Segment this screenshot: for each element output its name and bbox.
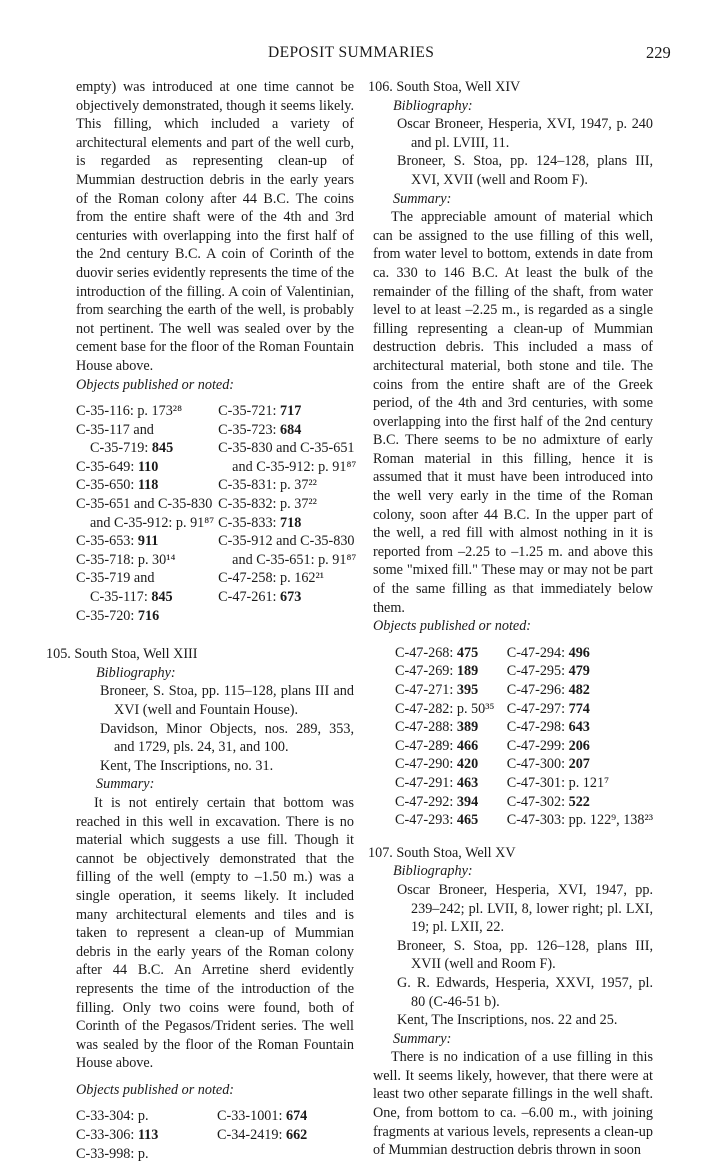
section-title: South Stoa, Well XV [396, 844, 516, 861]
object-entry: C-47-293: 465 [395, 812, 479, 829]
object-entry: C-35-117: 845 [90, 589, 173, 606]
summary-label: Summary: [393, 1030, 452, 1047]
object-entry: C-35-721: 717 [218, 403, 302, 420]
objects-col-1 [76, 402, 214, 625]
bibliography-entry: G. R. Edwards, Hesperia, XXVI, 1957, pl. 80 (C-46-51 b). [397, 974, 653, 1010]
object-entry: C-47-271: 395 [395, 682, 479, 698]
object-entry: C-35-719: 845 [90, 440, 174, 457]
object-entry: C-47-302: 522 [506, 793, 590, 810]
summary-label: Summary: [96, 776, 155, 793]
object-entry: C-47-295: 479 [506, 663, 590, 680]
object-entry: C-35-832: p. 37²² [218, 496, 317, 513]
bibliography-entry: Oscar Broneer, Hesperia, XVI, 1947, p. 240 and pl. LVIII, 11. [397, 116, 653, 151]
object-entry: C-47-297: 774 [506, 700, 590, 717]
object-entry: C-35-831: p. 37²² [218, 477, 317, 494]
object-entry: C-47-289: 466 [395, 737, 479, 754]
object-entry: C-47-299: 206 [506, 737, 590, 754]
object-entry: C-47-268: 475 [395, 644, 479, 661]
object-entry: C-47-303: pp. 122⁹, 138²³ [506, 812, 653, 829]
object-entry: C-35-117 and [76, 421, 154, 438]
bibliography-entry: Davidson, Minor Objects, nos. 289, 353, and 1729, pls. 24, 31, and 100. [100, 720, 354, 756]
bibliography-label: Bibliography: [96, 664, 176, 681]
object-entry: C-47-290: 420 [395, 756, 479, 773]
object-entry: C-35-653: 911 [76, 533, 159, 550]
section-number: 107. [368, 844, 393, 861]
object-entry: C-33-304: p. [76, 1108, 149, 1125]
running-head: DEPOSIT SUMMARIES [268, 44, 435, 61]
section-heading [368, 78, 648, 97]
bibliography-entry: Kent, The Inscriptions, no. 31. [100, 757, 274, 774]
objects-col-2 [507, 644, 653, 830]
objects-list [373, 644, 653, 830]
object-entry: C-33-306: 113 [76, 1127, 159, 1144]
object-entry: and C-35-912: p. 91⁸⁷ [232, 458, 357, 475]
objects-list [76, 1107, 354, 1163]
object-entry: C-47-294: 496 [506, 644, 590, 661]
object-entry: C-47-282: p. 50³⁵ [395, 700, 495, 717]
object-entry: C-35-651 and C-35-830 [76, 496, 213, 513]
object-entry: C-47-258: p. 162²¹ [218, 570, 325, 587]
section-number: 105. [46, 646, 71, 663]
object-entry: C-35-719 and [76, 570, 155, 587]
bibliography-entry: Broneer, S. Stoa, pp. 124–128, plans III, XVI, XVII (well and Room F). [397, 153, 653, 188]
bibliography-entry: Broneer, S. Stoa, pp. 115–128, plans III and XVI (well and Fountain House). [100, 683, 354, 718]
objects-list [76, 402, 357, 625]
bibliography-entry: Broneer, S. Stoa, pp. 126–128, plans III, XVII (well and Room F). [397, 937, 653, 973]
section-title: South Stoa, Well XIV [396, 79, 521, 95]
object-entry: C-35-723: 684 [218, 421, 302, 438]
bibliography-label: Bibliography: [393, 97, 473, 114]
bibliography-label: Bibliography: [393, 863, 473, 880]
object-entry: C-35-912 and C-35-830 [218, 533, 355, 550]
objects-col-2 [217, 1107, 354, 1163]
object-entry: and C-35-651: p. 91⁸⁷ [232, 551, 357, 568]
bibliography-entry: Kent, The Inscriptions, nos. 22 and 25. [397, 1012, 618, 1029]
object-entry: and C-35-912: p. 91⁸⁷ [90, 514, 215, 531]
object-entry: C-47-296: 482 [506, 682, 590, 698]
bibliography-entry: Oscar Broneer, Hesperia, XVI, 1947, pp. 239–242; pl. LVII, 8, lower right; pl. LXI, 19; pl. LXII, 22. [397, 881, 653, 936]
left-column [46, 78, 357, 1163]
section-105 [46, 645, 354, 664]
objects-col-2 [218, 402, 356, 625]
summary-paragraph: The appreciable amount of material which can be assigned to the use filling of this well, from water level to bottom, extends in date from ca. 330 to 146 B.C. At least the bulk of the remainder of the filling of the shaft, from water level to at least –2.25 m., is regarded as a single filling representing a clean-up of Mummian destruction debris. This included a mass of architectural material, both stone and tile. The coins from the entire shaft are of the Greek period, of the 4th and 3rd centuries, with some overlapping into the first half of the 2nd century B.C. There seems to be no admixture of early Roman material in this filling, hence it is assumed that it must have been introduced into the well very early in the time of the Roman colony, soon after 44 B.C. In the upper part of the well, a red fill with almost nothing in it is reported from –2.25 to –1.25 m. and above this some "mixed fill." These may or may not be part of the same filling as that immediately below them. [373, 209, 653, 616]
object-entry: C-47-291: 463 [395, 774, 479, 791]
object-entry: C-47-288: 389 [395, 719, 479, 736]
right-column [368, 78, 653, 1160]
objects-label: Objects published or noted: [76, 1081, 235, 1098]
object-entry: C-33-998: p. [76, 1145, 149, 1162]
object-entry: C-47-261: 673 [218, 589, 302, 606]
object-entry: C-35-649: 110 [76, 458, 159, 475]
section-heading [368, 844, 648, 863]
object-entry: C-35-720: 716 [76, 607, 160, 624]
summary-paragraph: There is no indication of a use filling in this well. It seems likely, however, that there were at least two other separate fillings in the well shaft. One, from bottom to ca. –6.00 m., with joining fragments at various levels, represents a clean-up of Mummian destruction debris thrown in soon [373, 1049, 653, 1159]
page-number: 229 [646, 43, 671, 62]
section-number: 106. [368, 79, 393, 95]
object-entry: C-47-298: 643 [506, 719, 590, 736]
object-entry: C-34-2419: 662 [217, 1127, 308, 1144]
section-106 [368, 78, 648, 97]
summary-label: Summary: [393, 190, 452, 207]
object-entry: C-47-292: 394 [395, 793, 479, 810]
page-header [0, 44, 725, 68]
continuation-paragraph: empty) was introduced at one time cannot be objectively demonstrated, though it seems likely. This filling, which included a variety of architectural elements and part of the well curb, is regarded as representing clean-up of Mummian destruction debris in the early years of the Roman colony after 44 B.C. The coins from the entire shaft were of the 4th and 3rd centuries with overlapping into the first half of the 2nd century B.C. A coin of Corinth of the duovir series evidently represents the time of the introduction of the filling. A coin of Valentinian, from searching the earth of the well, is probably not pertinent. The well was sealed over by the cement base for the floor of the Roman Fountain House above. [76, 79, 354, 374]
object-entry: C-35-718: p. 30¹⁴ [76, 551, 176, 568]
section-title: South Stoa, Well XIII [74, 646, 198, 663]
object-entry: C-47-301: p. 121⁷ [506, 774, 610, 791]
objects-label: Objects published or noted: [373, 618, 532, 635]
objects-label: Objects published or noted: [76, 376, 235, 393]
object-entry: C-47-269: 189 [395, 663, 479, 680]
object-entry: C-35-116: p. 173²⁸ [76, 403, 183, 420]
summary-paragraph: It is not entirely certain that bottom was reached in this well in excavation. There is no material which suggests a use fill. Though it cannot be objectively demonstrated that the filling of the well (empty to –1.50 m.) was a single operation, it seems likely. It included many architectural elements and tiles and is taken to represent a clean-up of Mummian debris in the early years of the Roman colony after 44 B.C. An Arretine sherd evidently represents the time of the introduction of the filling. Only two coins were found, both of Corinth of the Pegasos/Trident series. The well was sealed by the floor of the Roman Fountain House above. [76, 794, 354, 1072]
object-entry: C-35-650: 118 [76, 477, 159, 494]
section-heading [46, 645, 354, 664]
section-107 [368, 844, 648, 863]
object-entry: C-47-300: 207 [506, 756, 590, 773]
objects-col-1 [395, 644, 503, 830]
object-entry: C-35-833: 718 [218, 514, 302, 531]
objects-col-1 [76, 1107, 213, 1163]
object-entry: C-35-830 and C-35-651 [218, 440, 355, 457]
object-entry: C-33-1001: 674 [217, 1108, 308, 1125]
